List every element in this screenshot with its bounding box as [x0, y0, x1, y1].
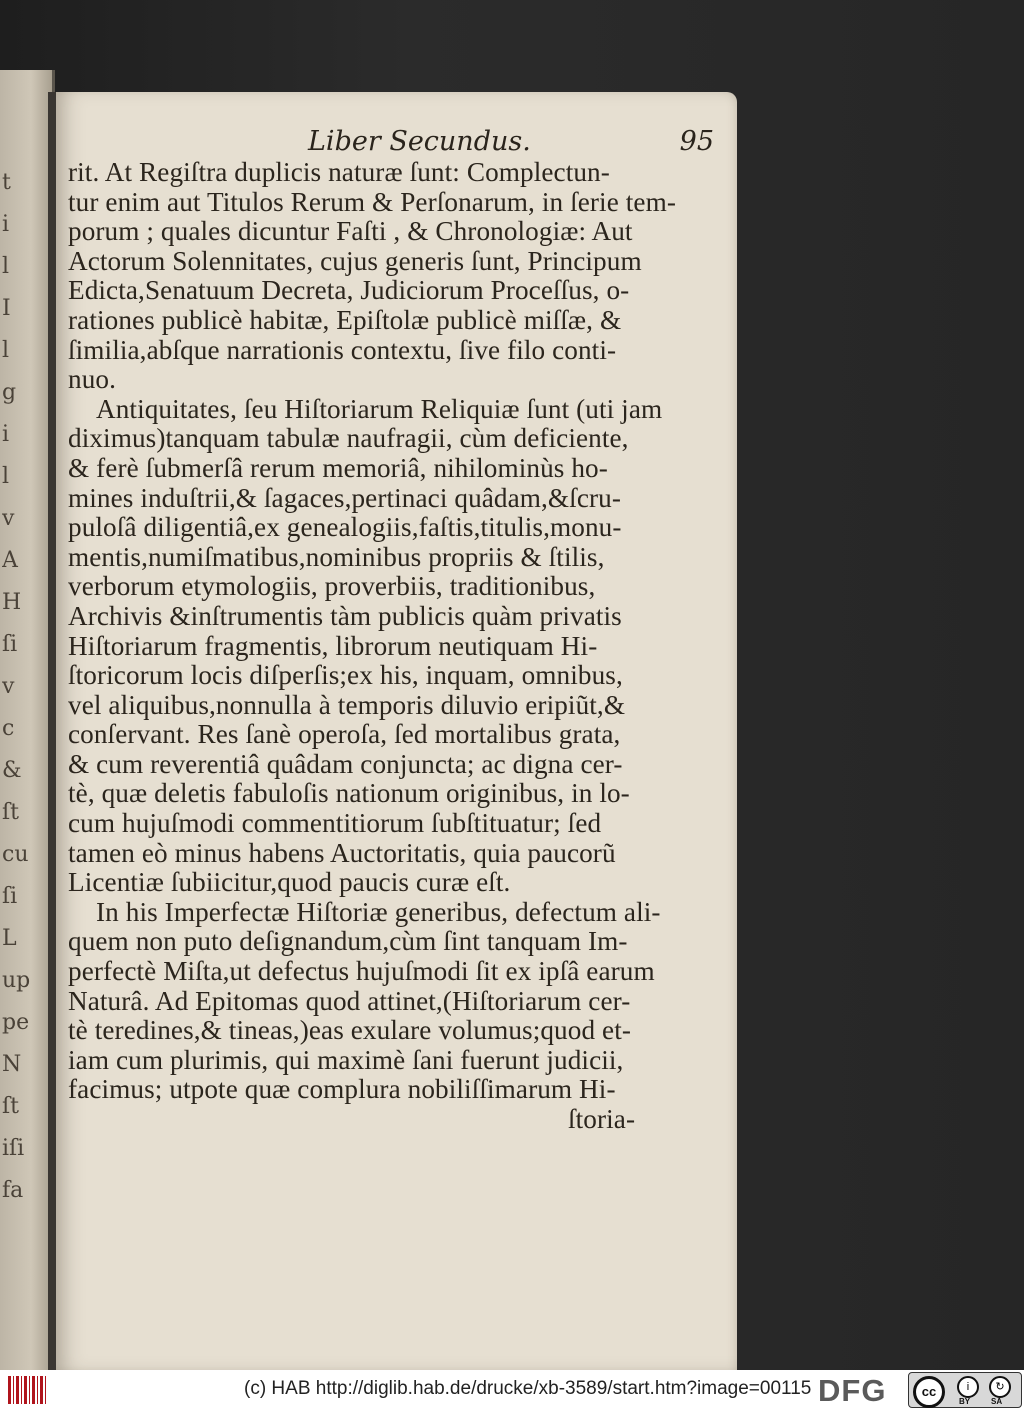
text-line: facimus; utpote quæ complura nobiliſſimarum Hi-: [68, 1074, 616, 1105]
previous-page-text-fragment: L: [2, 926, 17, 951]
previous-page-text-fragment: N: [2, 1052, 22, 1077]
previous-page-text-fragment: ſt: [2, 1094, 19, 1119]
previous-page-text-fragment: I: [2, 296, 11, 321]
share-alike-icon: ↻: [989, 1376, 1011, 1398]
previous-page-text-fragment: i: [2, 422, 10, 447]
text-line: perfectè Miſta,ut defectus hujuſmodi ſit ex ipſâ earum: [68, 956, 655, 987]
previous-page-text-fragment: up: [2, 968, 31, 993]
previous-page-text-fragment: A: [2, 548, 18, 573]
text-line: ſimilia,abſque narrationis contextu, ſive filo conti-: [68, 334, 617, 365]
previous-page-text-fragment: c: [2, 716, 15, 741]
text-line: cum hujuſmodi commentitiorum ſubſtituatur; ſed: [68, 808, 602, 839]
text-line: mentis,numiſmatibus,nominibus propriis & ſtilis,: [68, 541, 605, 572]
text-line: conſervant. Res ſanè operoſa, ſed mortalibus grata,: [68, 719, 621, 750]
previous-page-text-fragment: v: [2, 674, 15, 699]
text-line: nuo.: [68, 364, 116, 395]
barcode-icon: [8, 1376, 48, 1404]
text-line: rationes publicè habitæ, Epiſtolæ publicè miſſæ, &: [68, 304, 622, 335]
text-line: & cum reverentiâ quâdam conjuncta; ac digna cer-: [68, 748, 623, 779]
previous-page-text-fragment: &: [2, 758, 22, 783]
text-line: quem non puto deſignandum,cùm ſint tanquam Im-: [68, 926, 628, 957]
text-line: puloſâ diligentiâ,ex genealogiis,faſtis,titulis,monu-: [68, 512, 622, 543]
by-attribution-icon: i: [957, 1376, 979, 1398]
previous-page-text-fragment: ſi: [2, 884, 18, 909]
dfg-logo: DFG: [818, 1373, 887, 1408]
text-line: ſtoricorum locis diſperſis;ex his, inquam, omnibus,: [68, 660, 623, 691]
page-number: 95: [679, 126, 714, 157]
text-line: iam cum plurimis, qui maximè ſani fuerunt judicii,: [68, 1044, 624, 1075]
text-line: porum ; quales dicuntur Faſti , & Chronologiæ: Aut: [68, 216, 633, 247]
creative-commons-license-badge[interactable]: [908, 1372, 1022, 1408]
text-line: diximus)tanquam tabulæ naufragii, cùm deficiente,: [68, 423, 629, 454]
previous-page-text-fragment: i: [2, 212, 10, 237]
text-line: Licentiæ ſubiicitur,quod paucis curæ eſt.: [68, 867, 511, 898]
by-label: BY: [959, 1397, 971, 1406]
previous-page-text-fragment: iſi: [2, 1136, 25, 1161]
text-line: In his Imperfectæ Hiſtoriæ generibus, defectum ali-: [96, 896, 661, 927]
running-head-title: Liber Secundus.: [308, 126, 531, 157]
previous-page-edge: [0, 70, 55, 1370]
previous-page-text-fragment: l: [2, 464, 10, 489]
text-line: tur enim aut Titulos Rerum & Perſonarum, in ſerie tem-: [68, 186, 676, 217]
previous-page-text-fragment: cu: [2, 842, 29, 867]
previous-page-text-fragment: ſi: [2, 632, 18, 657]
text-line: tè, quæ deletis fabuloſis nationum originibus, in lo-: [68, 778, 630, 809]
previous-page-text-fragment: ſt: [2, 800, 19, 825]
text-line: Antiquitates, ſeu Hiſtoriarum Reliquiæ ſunt (uti jam: [96, 393, 663, 424]
previous-page-text-fragment: l: [2, 338, 10, 363]
text-line: vel aliquibus,nonnulla à temporis diluvio eripiũt,&: [68, 689, 626, 720]
previous-page-text-fragment: l: [2, 254, 10, 279]
text-line: Archivis &inſtrumentis tàm publicis quàm privatis: [68, 600, 622, 631]
previous-page-text-fragment: H: [2, 590, 22, 615]
book-page: [54, 92, 737, 1370]
text-line: Naturâ. Ad Epitomas quod attinet,(Hiſtoriarum cer-: [68, 985, 631, 1016]
text-line: tamen eò minus habens Auctoritatis, quia paucorũ: [68, 837, 616, 868]
text-line: ſtoria-: [568, 1104, 636, 1134]
text-line: Edicta,Senatuum Decreta, Judiciorum Proceſſus, o-: [68, 275, 630, 306]
cc-icon: cc: [913, 1376, 945, 1408]
text-line: Hiſtoriarum fragmentis, librorum neutiquam Hi-: [68, 630, 598, 661]
text-line: tè teredines,& tineas,)eas exulare volumus;quod et-: [68, 1015, 632, 1046]
footer-bar: [0, 1370, 1024, 1409]
previous-page-text-fragment: v: [2, 506, 15, 531]
previous-page-text-fragment: pe: [2, 1010, 30, 1035]
text-line: rit. At Regiſtra duplicis naturæ ſunt: Complectun-: [68, 157, 610, 187]
text-line: & ferè ſubmerſâ rerum memoriâ, nihilominùs ho-: [68, 452, 608, 483]
text-line: mines induſtrii,& ſagaces,pertinaci quâdam,&ſcru-: [68, 482, 622, 513]
previous-page-text-fragment: fa: [2, 1178, 24, 1203]
previous-page-text-fragment: g: [2, 380, 17, 405]
previous-page-text-fragment: t: [2, 170, 11, 195]
text-line: Actorum Solennitates, cujus generis ſunt, Principum: [68, 245, 642, 276]
body-text: [68, 158, 708, 1135]
sa-label: SA: [991, 1397, 1003, 1406]
text-line: verborum etymologiis, proverbiis, traditionibus,: [68, 571, 596, 602]
copyright-credit[interactable]: (c) HAB http://diglib.hab.de/drucke/xb-3589/start.htm?image=00115: [244, 1378, 812, 1399]
